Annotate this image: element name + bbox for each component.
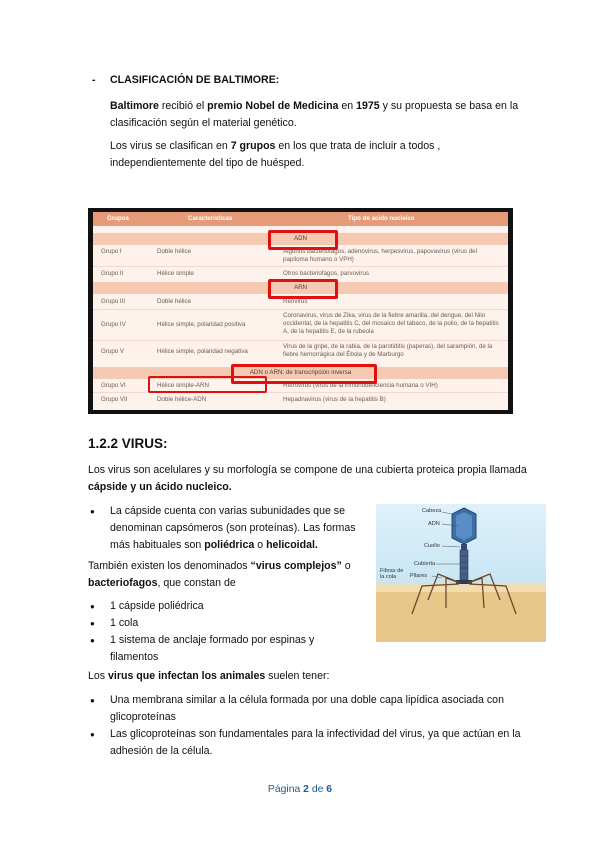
- list-animal-virus: [90, 692, 530, 760]
- list-item: ● 1 cápside poliédrica: [90, 598, 350, 615]
- bacteriophage-illustration: [376, 504, 546, 642]
- label-adn: ADN: [428, 521, 440, 527]
- label-pilares: Pilares: [410, 573, 428, 579]
- table-section-adn: ADN: [93, 233, 508, 245]
- list-item: ● 1 sistema de anclaje formado por espinas y filamentos: [90, 632, 350, 666]
- list-bacteriofago-parts: [90, 598, 350, 666]
- heading-text: CLASIFICACIÓN DE BALTIMORE:: [110, 74, 280, 86]
- highlight-box-adn: [268, 230, 338, 250]
- paragraph-baltimore-nobel: Baltimore recibió el premio Nobel de Medicina en 1975 y su propuesta se basa en la clasificación según el material genético.: [110, 100, 519, 129]
- label-fibras-cola: Fibras de la cola: [380, 568, 404, 580]
- footer-current-page: 2: [303, 784, 309, 795]
- section-heading-baltimore: [92, 74, 279, 86]
- paragraph-virus-animales: Los virus que infectan los animales suelen tener:: [88, 670, 330, 682]
- table-section-transcripcion: ADN o ARN: de transcripción inversa: [93, 367, 508, 379]
- list-item: ● Una membrana similar a la célula formada por una doble capa lipídica asociada con glicoproteínas: [90, 692, 530, 726]
- paragraph-virus-definition: Los virus son acelulares y su morfología se compone de una cubierta proteica propia llamada cápside y un ácido nucleico.: [88, 464, 527, 493]
- list-item: ● 1 cola: [90, 615, 350, 632]
- label-cabeza: Cabeza: [422, 508, 442, 514]
- table-header-row: Grupos Características Tipo de ácido nucleico: [93, 212, 508, 226]
- footer-total-pages: 6: [326, 784, 333, 795]
- page-footer: [0, 784, 600, 795]
- footer-of-word: de: [311, 784, 324, 795]
- section-heading-virus: 1.2.2 VIRUS:: [88, 436, 168, 451]
- list-item: ● Las glicoproteínas son fundamentales para la infectividad del virus, ya que actúan en la adhesión de la célula.: [90, 726, 530, 760]
- highlight-box-arn: [268, 279, 338, 299]
- label-cubierta: Cubierta: [414, 561, 436, 567]
- table-section-arn: ARN: [93, 282, 508, 294]
- heading-dash: -: [92, 74, 96, 86]
- highlight-box-grupo-vi: [148, 376, 267, 393]
- baltimore-table-image: Grupos Características Tipo de ácido nucleico ADN Grupo I Doble hélice Algunos bacteriofagos, adenovirus, herpesvirus, papovavirus (virus del papiloma humano o VPH) Grupo II Hélice simple Otros bacteriofagos, parvovirus ARN Grupo III Doble hélice Reovirus Grupo IV Hélice simple, polaridad positiva Coronavirus, virus de Zika, virus de la fiebre amarilla, del dengue, del Nilo occidental, de la hepatitis C, del mosaico del tabaco, de la polio, de la hepatitis A, de la hepatitis E, de la rubeola Grupo V Hélice simple, polaridad negativa Virus de la gripe, de la rabia, de la parotiditis (paperas), del sarampión, de la fiebre hemorrágica del Ébola y de Marburgo ADN o ARN: de transcripción inversa Grupo VI Hélice simple-ARN Retrovirus (virus de la inmunodeficiencia humana o VIH) Grupo VII Doble hélice-ADN Hepadnavirus (virus de la hepatitis B): [88, 208, 513, 414]
- paragraph-virus-complejos: También existen los denominados “virus complejos” o bacteriofagos, que constan de: [88, 560, 351, 589]
- label-cuello: Cuello: [424, 543, 440, 549]
- footer-page-word: Página: [267, 784, 301, 795]
- list-capside: [90, 503, 370, 554]
- list-item: ● La cápside cuenta con varias subunidades que se denominan capsómeros (son proteínas). Las formas más habituales son poliédrica o helicoidal.: [90, 503, 370, 554]
- paragraph-seven-groups: Los virus se clasifican en 7 grupos en los que trata de incluir a todos , independientemente del tipo de huésped.: [110, 140, 441, 169]
